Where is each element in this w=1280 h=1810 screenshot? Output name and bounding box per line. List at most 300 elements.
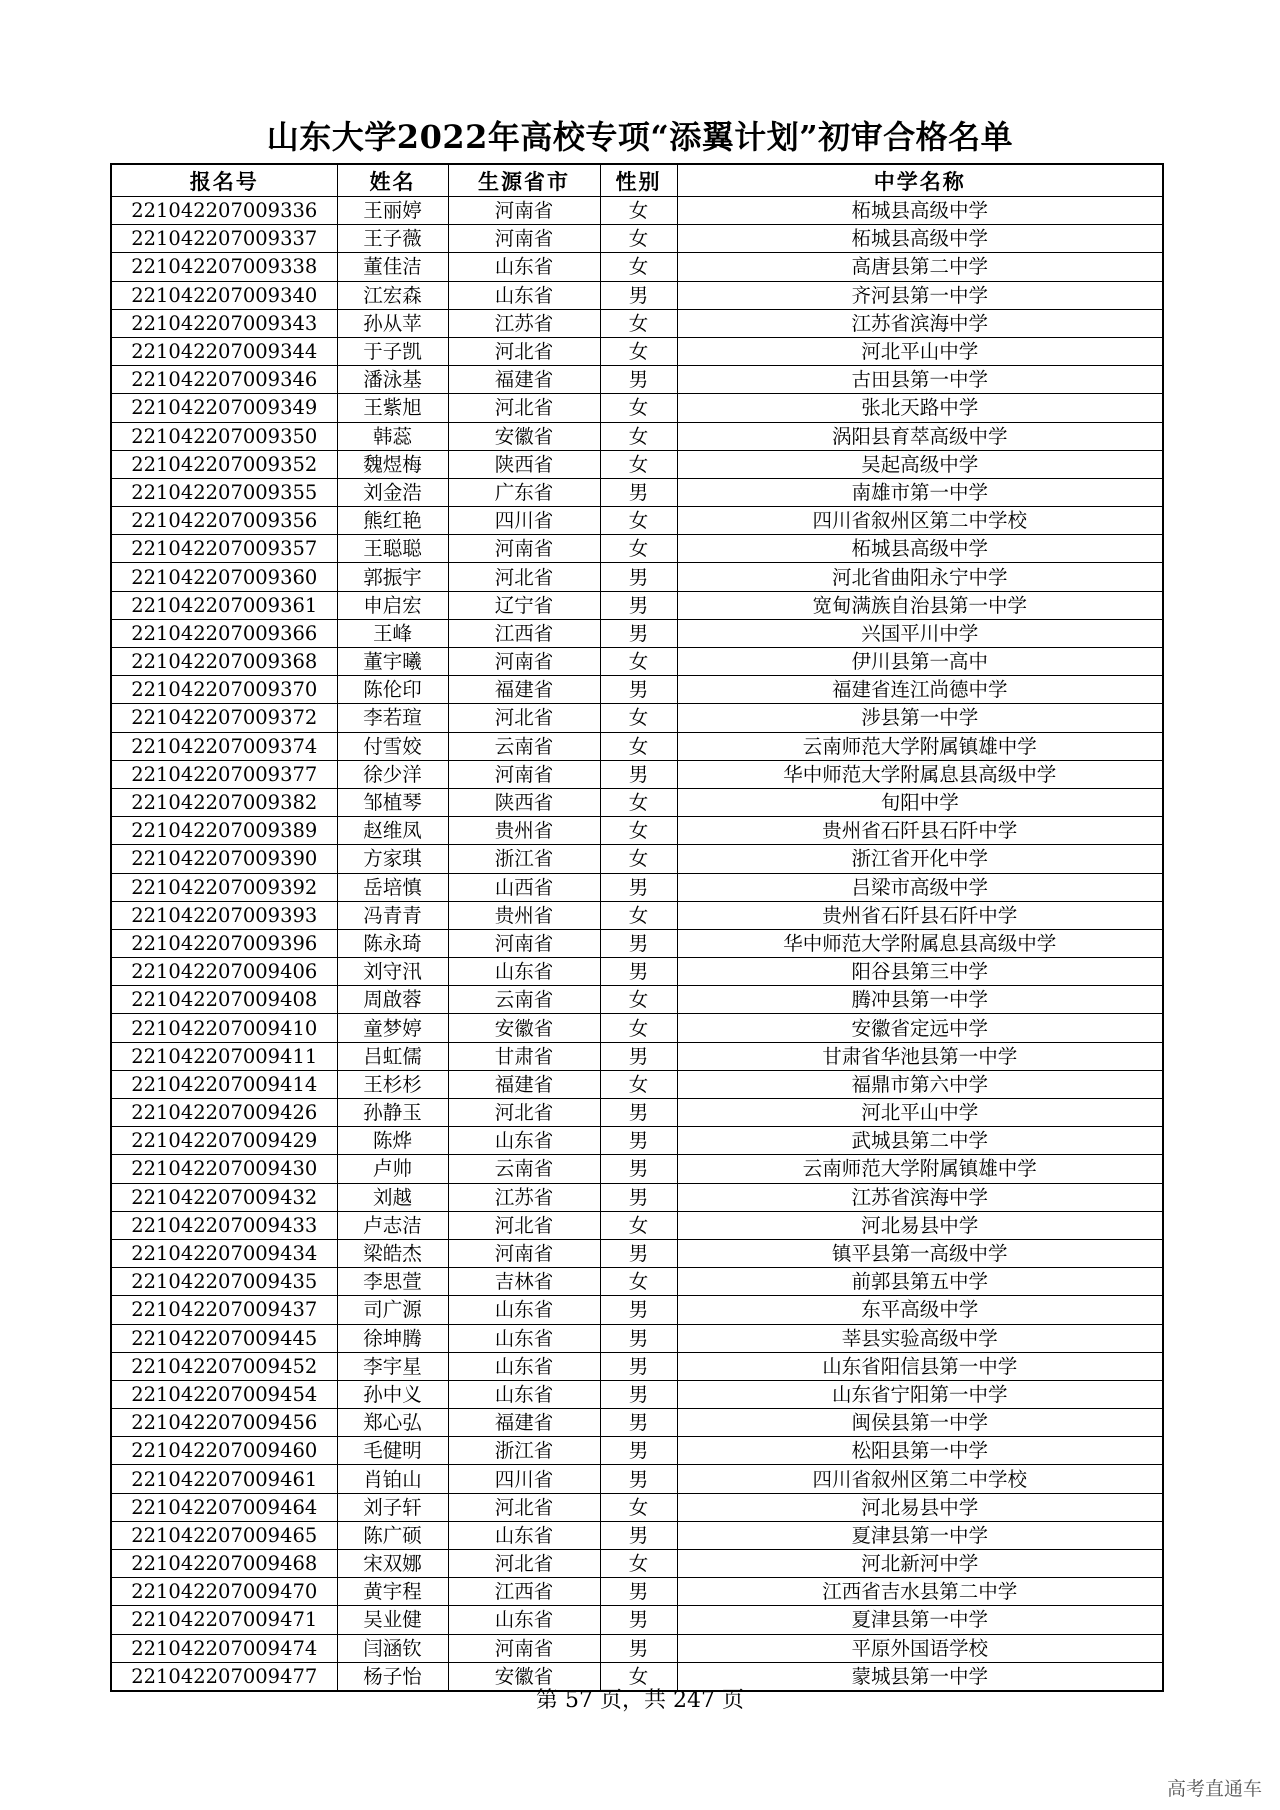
- column-header-school: 中学名称: [677, 164, 1163, 197]
- cell-province: 福建省: [448, 1409, 600, 1437]
- cell-name: 陈伦印: [337, 676, 448, 704]
- table-row: [111, 1239, 1163, 1267]
- cell-school: 河北易县中学: [677, 1493, 1163, 1521]
- table-row: [111, 1268, 1163, 1296]
- table-row: [111, 1014, 1163, 1042]
- cell-name: 吴业健: [337, 1606, 448, 1634]
- cell-name: 闫涵钦: [337, 1634, 448, 1662]
- cell-school: 夏津县第一中学: [677, 1606, 1163, 1634]
- cell-registration-no: 221042207009456: [111, 1409, 337, 1437]
- table-row: [111, 1099, 1163, 1127]
- cell-registration-no: 221042207009408: [111, 986, 337, 1014]
- cell-gender: 男: [600, 366, 677, 394]
- cell-registration-no: 221042207009389: [111, 817, 337, 845]
- cell-school: 云南师范大学附属镇雄中学: [677, 732, 1163, 760]
- cell-province: 浙江省: [448, 1437, 600, 1465]
- cell-registration-no: 221042207009426: [111, 1099, 337, 1127]
- cell-registration-no: 221042207009349: [111, 394, 337, 422]
- cell-name: 熊红艳: [337, 507, 448, 535]
- cell-name: 肖铂山: [337, 1465, 448, 1493]
- cell-province: 河北省: [448, 337, 600, 365]
- cell-school: 兴国平川中学: [677, 619, 1163, 647]
- cell-province: 四川省: [448, 507, 600, 535]
- cell-name: 刘金浩: [337, 478, 448, 506]
- table-row: [111, 225, 1163, 253]
- cell-province: 山东省: [448, 1127, 600, 1155]
- cell-school: 腾冲县第一中学: [677, 986, 1163, 1014]
- cell-name: 李思萱: [337, 1268, 448, 1296]
- table-row: [111, 337, 1163, 365]
- cell-school: 安徽省定远中学: [677, 1014, 1163, 1042]
- cell-name: 赵维凤: [337, 817, 448, 845]
- cell-registration-no: 221042207009471: [111, 1606, 337, 1634]
- cell-province: 河南省: [448, 760, 600, 788]
- cell-registration-no: 221042207009377: [111, 760, 337, 788]
- cell-gender: 男: [600, 1634, 677, 1662]
- cell-registration-no: 221042207009382: [111, 788, 337, 816]
- cell-registration-no: 221042207009352: [111, 450, 337, 478]
- cell-name: 王峰: [337, 619, 448, 647]
- cell-gender: 女: [600, 732, 677, 760]
- cell-name: 王紫旭: [337, 394, 448, 422]
- cell-gender: 女: [600, 309, 677, 337]
- table-body: [111, 197, 1163, 1691]
- cell-gender: 男: [600, 1409, 677, 1437]
- cell-registration-no: 221042207009410: [111, 1014, 337, 1042]
- cell-registration-no: 221042207009432: [111, 1183, 337, 1211]
- cell-registration-no: 221042207009368: [111, 648, 337, 676]
- cell-gender: 男: [600, 619, 677, 647]
- cell-gender: 女: [600, 648, 677, 676]
- table-row: [111, 732, 1163, 760]
- cell-gender: 男: [600, 281, 677, 309]
- cell-name: 徐坤腾: [337, 1324, 448, 1352]
- table-row: [111, 958, 1163, 986]
- cell-school: 平原外国语学校: [677, 1634, 1163, 1662]
- cell-gender: 女: [600, 817, 677, 845]
- table-row: [111, 394, 1163, 422]
- cell-school: 福建省连江尚德中学: [677, 676, 1163, 704]
- cell-school: 贵州省石阡县石阡中学: [677, 901, 1163, 929]
- cell-province: 陕西省: [448, 788, 600, 816]
- cell-name: 黄宇程: [337, 1578, 448, 1606]
- cell-gender: 男: [600, 929, 677, 957]
- cell-registration-no: 221042207009430: [111, 1155, 337, 1183]
- table-row: [111, 1042, 1163, 1070]
- cell-name: 周啟蓉: [337, 986, 448, 1014]
- table-row: [111, 197, 1163, 225]
- table-row: [111, 1070, 1163, 1098]
- cell-registration-no: 221042207009477: [111, 1662, 337, 1691]
- cell-gender: 男: [600, 1127, 677, 1155]
- cell-gender: 女: [600, 788, 677, 816]
- cell-name: 李若瑄: [337, 704, 448, 732]
- cell-school: 吕梁市高级中学: [677, 873, 1163, 901]
- cell-province: 吉林省: [448, 1268, 600, 1296]
- table-row: [111, 507, 1163, 535]
- cell-name: 董佳洁: [337, 253, 448, 281]
- cell-name: 申启宏: [337, 591, 448, 619]
- cell-province: 广东省: [448, 478, 600, 506]
- cell-registration-no: 221042207009346: [111, 366, 337, 394]
- cell-province: 河南省: [448, 197, 600, 225]
- cell-name: 方家琪: [337, 845, 448, 873]
- cell-school: 齐河县第一中学: [677, 281, 1163, 309]
- cell-province: 山东省: [448, 1380, 600, 1408]
- cell-province: 贵州省: [448, 817, 600, 845]
- cell-gender: 女: [600, 986, 677, 1014]
- cell-registration-no: 221042207009445: [111, 1324, 337, 1352]
- cell-school: 张北天路中学: [677, 394, 1163, 422]
- cell-school: 旬阳中学: [677, 788, 1163, 816]
- cell-name: 吕虹儒: [337, 1042, 448, 1070]
- cell-school: 松阳县第一中学: [677, 1437, 1163, 1465]
- cell-gender: 女: [600, 253, 677, 281]
- cell-gender: 男: [600, 478, 677, 506]
- cell-gender: 男: [600, 676, 677, 704]
- cell-registration-no: 221042207009464: [111, 1493, 337, 1521]
- table-row: [111, 1211, 1163, 1239]
- cell-gender: 男: [600, 1155, 677, 1183]
- table-row: [111, 1155, 1163, 1183]
- cell-school: 河北平山中学: [677, 337, 1163, 365]
- cell-gender: 女: [600, 1014, 677, 1042]
- cell-gender: 女: [600, 422, 677, 450]
- cell-registration-no: 221042207009356: [111, 507, 337, 535]
- cell-registration-no: 221042207009392: [111, 873, 337, 901]
- cell-gender: 男: [600, 1352, 677, 1380]
- cell-province: 云南省: [448, 732, 600, 760]
- cell-school: 江苏省滨海中学: [677, 1183, 1163, 1211]
- table-row: [111, 1634, 1163, 1662]
- cell-gender: 女: [600, 450, 677, 478]
- table-row: [111, 478, 1163, 506]
- cell-gender: 女: [600, 507, 677, 535]
- cell-gender: 女: [600, 1493, 677, 1521]
- cell-gender: 男: [600, 1578, 677, 1606]
- cell-school: 浙江省开化中学: [677, 845, 1163, 873]
- cell-school: 吴起高级中学: [677, 450, 1163, 478]
- cell-province: 河南省: [448, 1634, 600, 1662]
- cell-school: 宽甸满族自治县第一中学: [677, 591, 1163, 619]
- cell-name: 徐少洋: [337, 760, 448, 788]
- table-row: [111, 281, 1163, 309]
- cell-registration-no: 221042207009372: [111, 704, 337, 732]
- cell-school: 涡阳县育萃高级中学: [677, 422, 1163, 450]
- cell-name: 司广源: [337, 1296, 448, 1324]
- cell-province: 福建省: [448, 1070, 600, 1098]
- cell-school: 柘城县高级中学: [677, 535, 1163, 563]
- table-row: [111, 1437, 1163, 1465]
- cell-gender: 男: [600, 1239, 677, 1267]
- cell-school: 云南师范大学附属镇雄中学: [677, 1155, 1163, 1183]
- qualified-list-table: [110, 163, 1164, 1692]
- cell-name: 毛健明: [337, 1437, 448, 1465]
- cell-school: 东平高级中学: [677, 1296, 1163, 1324]
- cell-province: 福建省: [448, 676, 600, 704]
- table-row: [111, 845, 1163, 873]
- cell-province: 河南省: [448, 535, 600, 563]
- cell-registration-no: 221042207009344: [111, 337, 337, 365]
- table-row: [111, 1183, 1163, 1211]
- cell-registration-no: 221042207009465: [111, 1521, 337, 1549]
- cell-name: 李宇星: [337, 1352, 448, 1380]
- table-row: [111, 591, 1163, 619]
- cell-registration-no: 221042207009340: [111, 281, 337, 309]
- cell-school: 阳谷县第三中学: [677, 958, 1163, 986]
- cell-gender: 女: [600, 394, 677, 422]
- cell-registration-no: 221042207009336: [111, 197, 337, 225]
- cell-province: 河南省: [448, 1239, 600, 1267]
- cell-name: 孙中义: [337, 1380, 448, 1408]
- cell-name: 卢志洁: [337, 1211, 448, 1239]
- cell-name: 刘子轩: [337, 1493, 448, 1521]
- cell-school: 华中师范大学附属息县高级中学: [677, 929, 1163, 957]
- cell-gender: 男: [600, 1606, 677, 1634]
- cell-registration-no: 221042207009360: [111, 563, 337, 591]
- cell-province: 山东省: [448, 1521, 600, 1549]
- column-header-registration-no: 报名号: [111, 164, 337, 197]
- cell-province: 山东省: [448, 253, 600, 281]
- cell-name: 付雪姣: [337, 732, 448, 760]
- cell-school: 莘县实验高级中学: [677, 1324, 1163, 1352]
- cell-school: 夏津县第一中学: [677, 1521, 1163, 1549]
- table-row: [111, 366, 1163, 394]
- table-row: [111, 1521, 1163, 1549]
- cell-name: 卢帅: [337, 1155, 448, 1183]
- cell-registration-no: 221042207009437: [111, 1296, 337, 1324]
- cell-school: 河北易县中学: [677, 1211, 1163, 1239]
- cell-province: 山西省: [448, 873, 600, 901]
- cell-province: 山东省: [448, 1352, 600, 1380]
- cell-name: 杨子怡: [337, 1662, 448, 1691]
- table-row: [111, 986, 1163, 1014]
- cell-province: 辽宁省: [448, 591, 600, 619]
- cell-gender: 女: [600, 1662, 677, 1691]
- cell-registration-no: 221042207009393: [111, 901, 337, 929]
- cell-registration-no: 221042207009460: [111, 1437, 337, 1465]
- cell-gender: 女: [600, 337, 677, 365]
- cell-name: 岳培慎: [337, 873, 448, 901]
- cell-gender: 男: [600, 1521, 677, 1549]
- cell-name: 王聪聪: [337, 535, 448, 563]
- cell-name: 童梦婷: [337, 1014, 448, 1042]
- page-number-footer: 第 57 页，共 247 页: [536, 1688, 744, 1713]
- cell-registration-no: 221042207009433: [111, 1211, 337, 1239]
- cell-province: 河北省: [448, 394, 600, 422]
- table-row: [111, 1127, 1163, 1155]
- cell-name: 冯青青: [337, 901, 448, 929]
- cell-province: 安徽省: [448, 1014, 600, 1042]
- cell-name: 董宇曦: [337, 648, 448, 676]
- cell-school: 武城县第二中学: [677, 1127, 1163, 1155]
- cell-registration-no: 221042207009429: [111, 1127, 337, 1155]
- cell-gender: 男: [600, 760, 677, 788]
- table-row: [111, 1578, 1163, 1606]
- cell-gender: 男: [600, 1042, 677, 1070]
- cell-registration-no: 221042207009452: [111, 1352, 337, 1380]
- cell-name: 梁皓杰: [337, 1239, 448, 1267]
- cell-registration-no: 221042207009355: [111, 478, 337, 506]
- cell-province: 安徽省: [448, 1662, 600, 1691]
- cell-gender: 男: [600, 563, 677, 591]
- cell-province: 江苏省: [448, 1183, 600, 1211]
- cell-province: 河北省: [448, 563, 600, 591]
- cell-school: 甘肃省华池县第一中学: [677, 1042, 1163, 1070]
- cell-province: 甘肃省: [448, 1042, 600, 1070]
- table-row: [111, 619, 1163, 647]
- table-row: [111, 1324, 1163, 1352]
- cell-name: 陈烨: [337, 1127, 448, 1155]
- cell-name: 于子凯: [337, 337, 448, 365]
- cell-name: 刘越: [337, 1183, 448, 1211]
- table-row: [111, 760, 1163, 788]
- table-row: [111, 648, 1163, 676]
- cell-province: 山东省: [448, 1606, 600, 1634]
- cell-province: 江西省: [448, 619, 600, 647]
- cell-province: 四川省: [448, 1465, 600, 1493]
- cell-province: 福建省: [448, 366, 600, 394]
- cell-gender: 女: [600, 1268, 677, 1296]
- table-row: [111, 1296, 1163, 1324]
- cell-name: 郭振宇: [337, 563, 448, 591]
- cell-gender: 男: [600, 591, 677, 619]
- cell-registration-no: 221042207009435: [111, 1268, 337, 1296]
- table-row: [111, 1606, 1163, 1634]
- cell-province: 山东省: [448, 281, 600, 309]
- cell-province: 江西省: [448, 1578, 600, 1606]
- table-row: [111, 1352, 1163, 1380]
- cell-province: 山东省: [448, 1324, 600, 1352]
- cell-name: 江宏森: [337, 281, 448, 309]
- table-row: [111, 253, 1163, 281]
- cell-school: 江苏省滨海中学: [677, 309, 1163, 337]
- table-row: [111, 1493, 1163, 1521]
- cell-school: 柘城县高级中学: [677, 225, 1163, 253]
- cell-school: 涉县第一中学: [677, 704, 1163, 732]
- cell-province: 陕西省: [448, 450, 600, 478]
- cell-school: 柘城县高级中学: [677, 197, 1163, 225]
- table-row: [111, 535, 1163, 563]
- cell-registration-no: 221042207009374: [111, 732, 337, 760]
- cell-school: 古田县第一中学: [677, 366, 1163, 394]
- cell-gender: 女: [600, 1550, 677, 1578]
- cell-registration-no: 221042207009406: [111, 958, 337, 986]
- cell-school: 河北平山中学: [677, 1099, 1163, 1127]
- cell-registration-no: 221042207009461: [111, 1465, 337, 1493]
- cell-registration-no: 221042207009343: [111, 309, 337, 337]
- cell-registration-no: 221042207009454: [111, 1380, 337, 1408]
- cell-school: 南雄市第一中学: [677, 478, 1163, 506]
- cell-gender: 女: [600, 225, 677, 253]
- cell-registration-no: 221042207009366: [111, 619, 337, 647]
- watermark-text: 高考直通车: [1166, 1778, 1262, 1800]
- cell-gender: 男: [600, 873, 677, 901]
- cell-name: 陈广硕: [337, 1521, 448, 1549]
- cell-registration-no: 221042207009361: [111, 591, 337, 619]
- cell-province: 河北省: [448, 1550, 600, 1578]
- table-row: [111, 788, 1163, 816]
- cell-province: 贵州省: [448, 901, 600, 929]
- cell-name: 郑心弘: [337, 1409, 448, 1437]
- cell-school: 镇平县第一高级中学: [677, 1239, 1163, 1267]
- table-row: [111, 450, 1163, 478]
- cell-province: 河南省: [448, 225, 600, 253]
- cell-name: 王丽婷: [337, 197, 448, 225]
- document-title: 山东大学2022年高校专项“添翼计划”初审合格名单: [266, 118, 1014, 156]
- cell-school: 前郭县第五中学: [677, 1268, 1163, 1296]
- cell-registration-no: 221042207009434: [111, 1239, 337, 1267]
- cell-gender: 男: [600, 1465, 677, 1493]
- cell-gender: 男: [600, 958, 677, 986]
- cell-school: 四川省叙州区第二中学校: [677, 507, 1163, 535]
- cell-name: 陈永琦: [337, 929, 448, 957]
- cell-gender: 男: [600, 1380, 677, 1408]
- cell-registration-no: 221042207009474: [111, 1634, 337, 1662]
- cell-school: 江西省吉水县第二中学: [677, 1578, 1163, 1606]
- table-row: [111, 901, 1163, 929]
- cell-province: 江苏省: [448, 309, 600, 337]
- cell-registration-no: 221042207009357: [111, 535, 337, 563]
- cell-school: 华中师范大学附属息县高级中学: [677, 760, 1163, 788]
- cell-gender: 男: [600, 1099, 677, 1127]
- cell-name: 宋双娜: [337, 1550, 448, 1578]
- table-row: [111, 676, 1163, 704]
- cell-gender: 男: [600, 1183, 677, 1211]
- cell-gender: 女: [600, 1211, 677, 1239]
- cell-name: 孙从苹: [337, 309, 448, 337]
- cell-name: 潘泳基: [337, 366, 448, 394]
- cell-school: 蒙城县第一中学: [677, 1662, 1163, 1691]
- cell-gender: 女: [600, 197, 677, 225]
- cell-school: 河北省曲阳永宁中学: [677, 563, 1163, 591]
- cell-school: 河北新河中学: [677, 1550, 1163, 1578]
- cell-province: 河北省: [448, 704, 600, 732]
- table-row: [111, 422, 1163, 450]
- cell-province: 浙江省: [448, 845, 600, 873]
- cell-registration-no: 221042207009468: [111, 1550, 337, 1578]
- cell-province: 山东省: [448, 1296, 600, 1324]
- column-header-name: 姓名: [337, 164, 448, 197]
- cell-name: 王子薇: [337, 225, 448, 253]
- cell-gender: 男: [600, 1324, 677, 1352]
- cell-name: 王杉杉: [337, 1070, 448, 1098]
- cell-school: 伊川县第一高中: [677, 648, 1163, 676]
- cell-school: 四川省叙州区第二中学校: [677, 1465, 1163, 1493]
- table-row: [111, 563, 1163, 591]
- cell-province: 河南省: [448, 648, 600, 676]
- cell-school: 福鼎市第六中学: [677, 1070, 1163, 1098]
- cell-gender: 女: [600, 901, 677, 929]
- cell-registration-no: 221042207009414: [111, 1070, 337, 1098]
- cell-registration-no: 221042207009411: [111, 1042, 337, 1070]
- cell-gender: 女: [600, 704, 677, 732]
- column-header-gender: 性别: [600, 164, 677, 197]
- cell-gender: 女: [600, 845, 677, 873]
- cell-name: 邹植琴: [337, 788, 448, 816]
- cell-registration-no: 221042207009350: [111, 422, 337, 450]
- cell-school: 闽侯县第一中学: [677, 1409, 1163, 1437]
- cell-gender: 男: [600, 1296, 677, 1324]
- cell-registration-no: 221042207009396: [111, 929, 337, 957]
- table-header-row: [111, 164, 1163, 197]
- cell-province: 山东省: [448, 958, 600, 986]
- table-row: [111, 309, 1163, 337]
- cell-province: 云南省: [448, 986, 600, 1014]
- cell-registration-no: 221042207009337: [111, 225, 337, 253]
- cell-name: 刘守汛: [337, 958, 448, 986]
- column-header-province: 生源省市: [448, 164, 600, 197]
